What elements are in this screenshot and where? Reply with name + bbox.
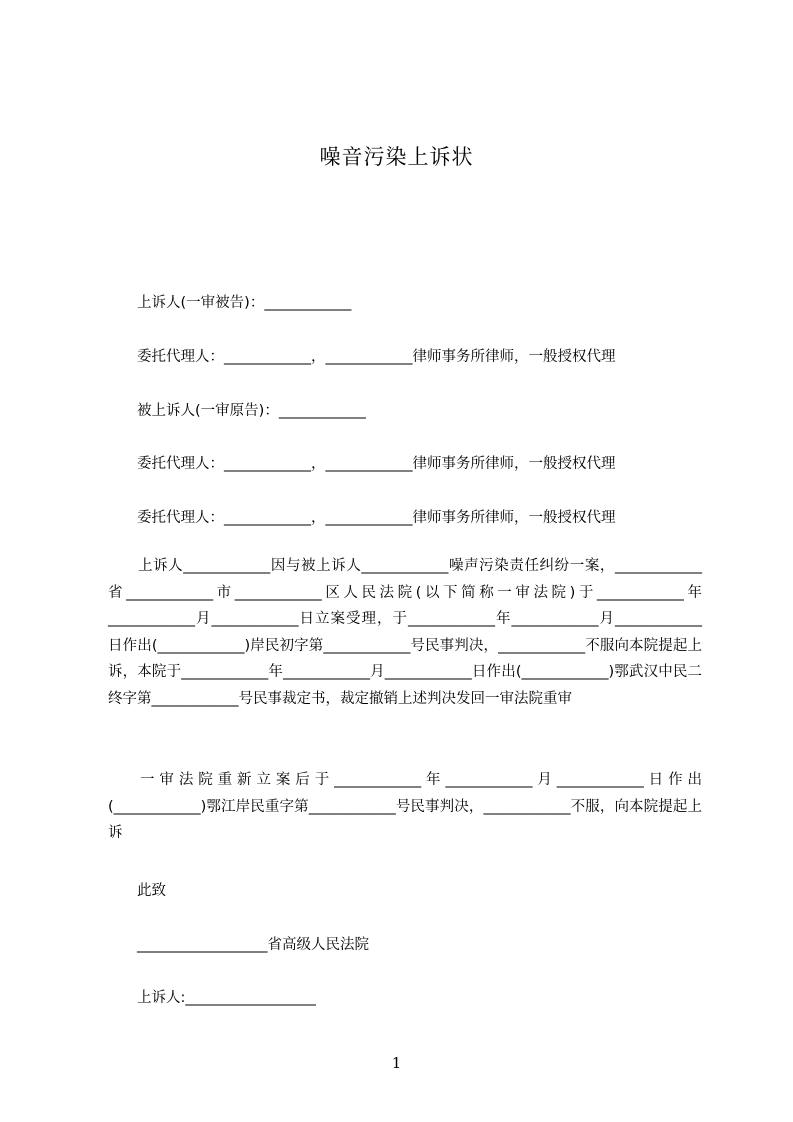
appellant-signature-line: 上诉人:__________________: [137, 990, 316, 1006]
appellant-line: 上诉人(一审被告)：____________: [137, 295, 352, 311]
retrial-paragraph: 一审法院重新立案后于____________年____________月____________日作出(____________)鄂江岸民重字第____________号民事判决，____________不服，向本院提起上诉: [108, 772, 702, 841]
appellant-agent-line: 委托代理人：____________，____________律师事务所律师，一般授权代理: [137, 349, 616, 365]
closing-salutation: 此致: [137, 883, 166, 899]
case-history-paragraph: 上诉人____________因与被上诉人____________噪声污染责任纠纷一案，____________省____________市____________区人民法院(以下简称一审法院)于____________年____________月____________日立案受理，于____________年____________月____________日作出(____________)岸民初字第____________号民事判决，____________不服向本院提起上诉，本院于____________年____________月____________日作出(____________)鄂武汉中民二终字第____________号民事裁定书，裁定撤销上述判决发回一审法院重审: [108, 558, 702, 707]
document-title: 噪音污染上诉状: [319, 145, 474, 169]
court-name-line: __________________省高级人民法院: [137, 937, 369, 953]
appellee-agent-line-2: 委托代理人：____________，____________律师事务所律师，一般授权代理: [137, 510, 616, 526]
appellee-agent-line-1: 委托代理人：____________，____________律师事务所律师，一般授权代理: [137, 456, 616, 472]
appellee-line: 被上诉人(一审原告)：____________: [137, 403, 366, 419]
page-number: 1: [391, 1054, 402, 1072]
